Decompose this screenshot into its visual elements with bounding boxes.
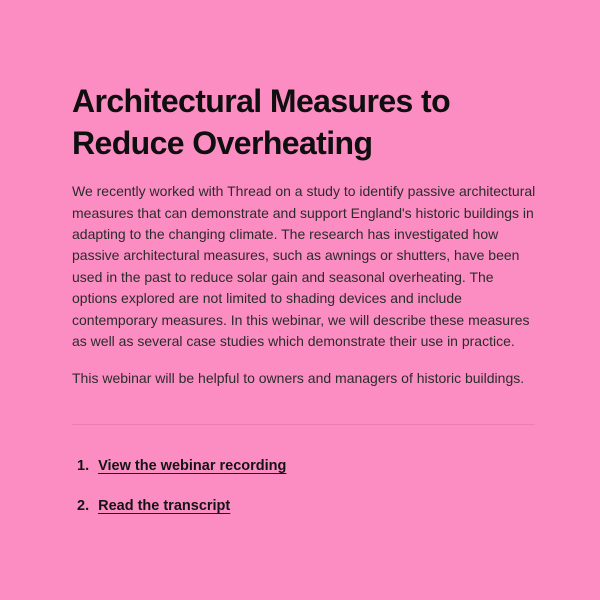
section-divider [72, 424, 535, 425]
list-item [77, 458, 536, 474]
page-title: Architectural Measures to Reduce Overheating [72, 83, 451, 161]
list-item-number: 1. [77, 457, 90, 474]
list-item-number: 2. [77, 497, 90, 514]
webinar-recording-link[interactable]: View the webinar recording [98, 457, 287, 474]
audience-paragraph: This webinar will be helpful to owners and managers of historic buildings. [72, 370, 525, 387]
list-item [77, 498, 536, 514]
intro-paragraph: We recently worked with Thread on a study to identify passive architectural measures that can demonstrate and support England's historic buildings in adapting to the changing climate. The research has investigated how passive architectural measures, such as awnings or shutters, have been used in the past to reduce solar gain and seasonal overheating. The options explored are not limited to shading devices and include contemporary measures. In this webinar, we will describe these measures as well as several case studies which demonstrate their use in practice. [72, 183, 536, 350]
resource-links-list [72, 458, 536, 514]
transcript-link[interactable]: Read the transcript [98, 497, 231, 514]
